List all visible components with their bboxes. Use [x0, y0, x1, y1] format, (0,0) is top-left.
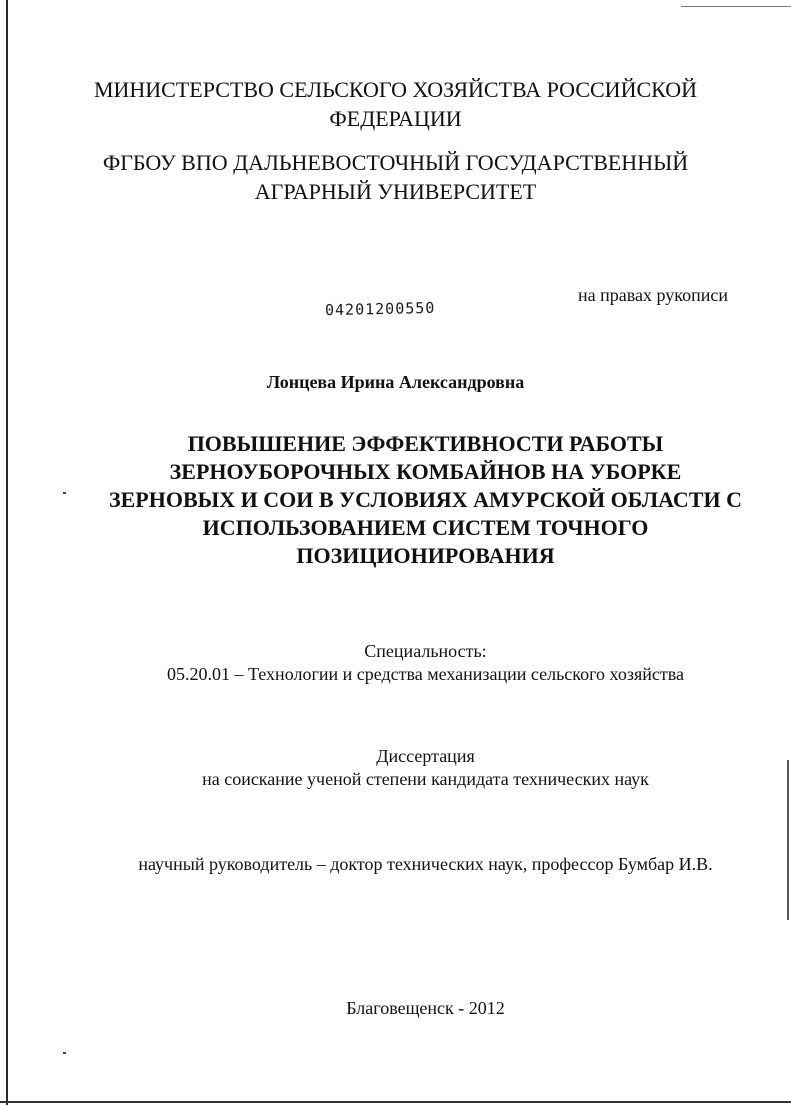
ministry-header — [0, 75, 791, 133]
title-line: ЗЕРНОВЫХ И СОИ В УСЛОВИЯХ АМУРСКОЙ ОБЛАСТИ С — [109, 487, 742, 512]
university-line-2: АГРАРНЫЙ УНИВЕРСИТЕТ — [254, 179, 537, 204]
title-line: ПОВЫШЕНИЕ ЭФФЕКТИВНОСТИ РАБОТЫ — [187, 431, 664, 456]
city-year: Благовещенск - 2012 — [346, 998, 505, 1018]
title-line: ПОЗИЦИОНИРОВАНИЯ — [296, 543, 555, 568]
ministry-line-1: МИНИСТЕРСТВО СЕЛЬСКОГО ХОЗЯЙСТВА РОССИЙСКОЙ — [93, 77, 698, 102]
specialty-block — [0, 640, 791, 686]
scan-top-mark — [681, 6, 791, 7]
registration-stamp: 04201200550 — [324, 298, 436, 320]
scan-bottom-edge — [0, 1101, 791, 1103]
dissertation-title — [100, 430, 751, 570]
university-header — [0, 148, 791, 206]
university-line-1: ФГБОУ ВПО ДАЛЬНЕВОСТОЧНЫЙ ГОСУДАРСТВЕННЫЙ — [102, 150, 689, 175]
dissertation-block — [0, 745, 791, 791]
dissertation-label: Диссертация — [376, 746, 475, 766]
author-name: Лонцева Ирина Александровна — [266, 372, 525, 392]
dissertation-degree: на соискание ученой степени кандидата технических наук — [202, 769, 649, 789]
title-line: ИСПОЛЬЗОВАНИЕМ СИСТЕМ ТОЧНОГО — [202, 515, 649, 540]
scan-speck — [63, 492, 66, 494]
scan-speck — [63, 1052, 66, 1054]
rights-note: на правах рукописи — [578, 285, 728, 305]
specialty-value: 05.20.01 – Технологии и средства механизации сельского хозяйства — [167, 664, 684, 684]
specialty-label: Специальность: — [364, 641, 487, 661]
ministry-line-2: ФЕДЕРАЦИИ — [329, 106, 462, 131]
supervisor-line: научный руководитель – доктор технических наук, профессор Бумбар И.В. — [138, 854, 713, 874]
title-line: ЗЕРНОУБОРОЧНЫХ КОМБАЙНОВ НА УБОРКЕ — [169, 459, 682, 484]
